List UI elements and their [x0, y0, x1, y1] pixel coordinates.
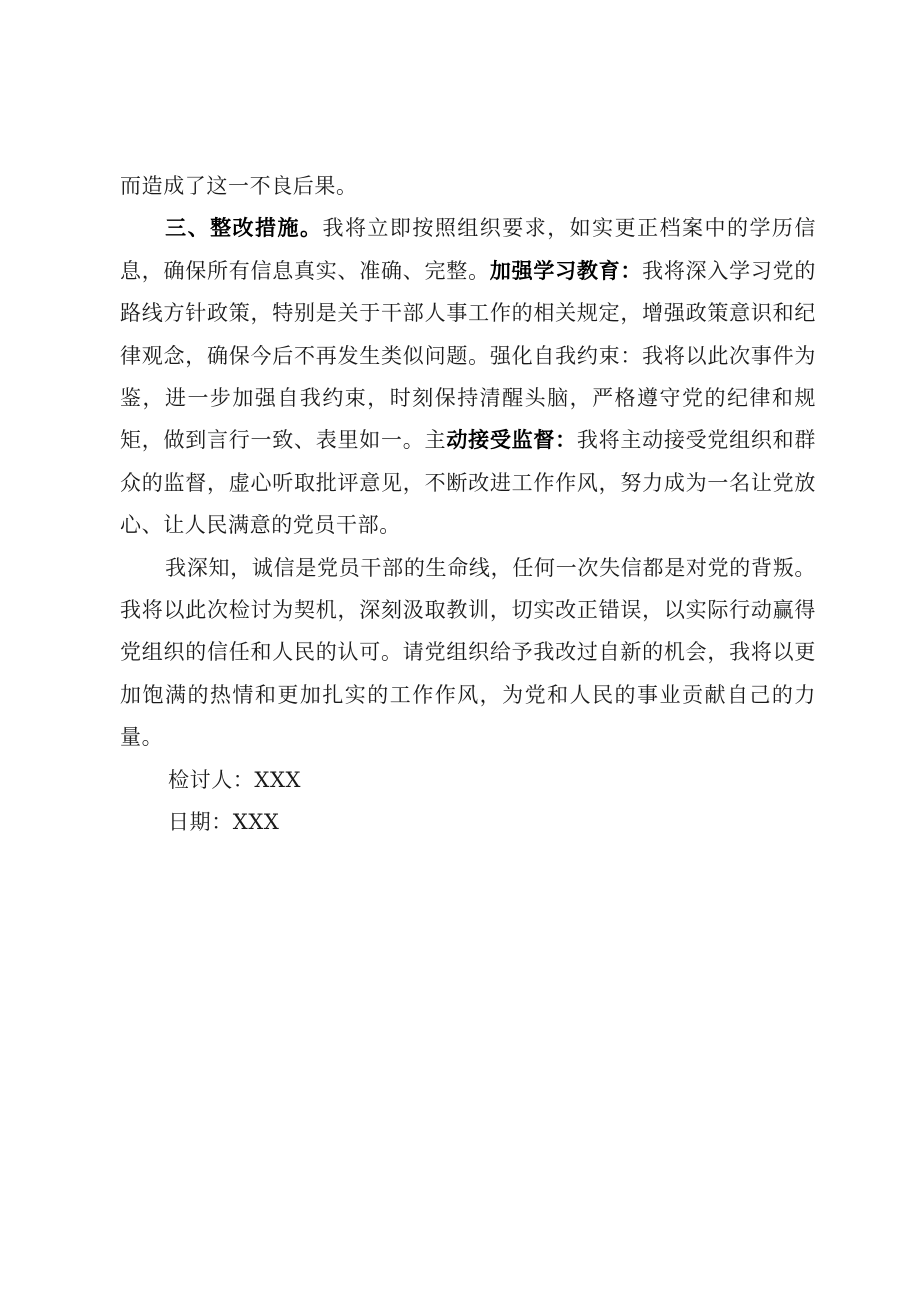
signature-line: 检讨人：XXX — [168, 767, 302, 792]
document-body — [120, 165, 816, 844]
measures-text-2: 我将深入学习党的路线方针政策，特别是关于干部人事工作的相关规定，增强政策意识和纪律观念，确保今后不再发生类似问题。强化自我约束：我将以此次事件为鉴，进一步加强自我约束，时刻保持清醒头脑，严格遵守党的纪律和规矩，做到言行一致、表里如一。主 — [120, 258, 816, 453]
measures-text-3: 我将主动接受党组织和群众的监督，虚心听取批评意见，不断改进工作作风，努力成为一名让党放心、让人民满意的党员干部。 — [120, 428, 816, 538]
bold-phrase-study: 加强学习教育： — [489, 258, 643, 283]
section-heading: 三、整改措施。 — [165, 216, 323, 241]
measures-text-1: 我将立即按照组织要求，如实更正档案中的学历信息，确保所有信息真实、准确、完整。 — [120, 216, 817, 283]
paragraph-closing: 我深知，诚信是党员干部的生命线，任何一次失信都是对党的背叛。我将以此次检讨为契机，深刻汲取教训，切实改正错误，以实际行动赢得党组织的信任和人民的认可。请党组织给予我改过自新的机会，我将以更加饱满的热情和更加扎实的工作作风，为党和人民的事业贡献自己的力量。 — [120, 555, 816, 750]
date-line: 日期：XXX — [168, 810, 280, 835]
paragraph-measures — [120, 207, 816, 546]
paragraph-continuation: 而造成了这一不良后果。 — [120, 174, 358, 198]
bold-phrase-supervision: 动接受监督： — [446, 428, 577, 453]
